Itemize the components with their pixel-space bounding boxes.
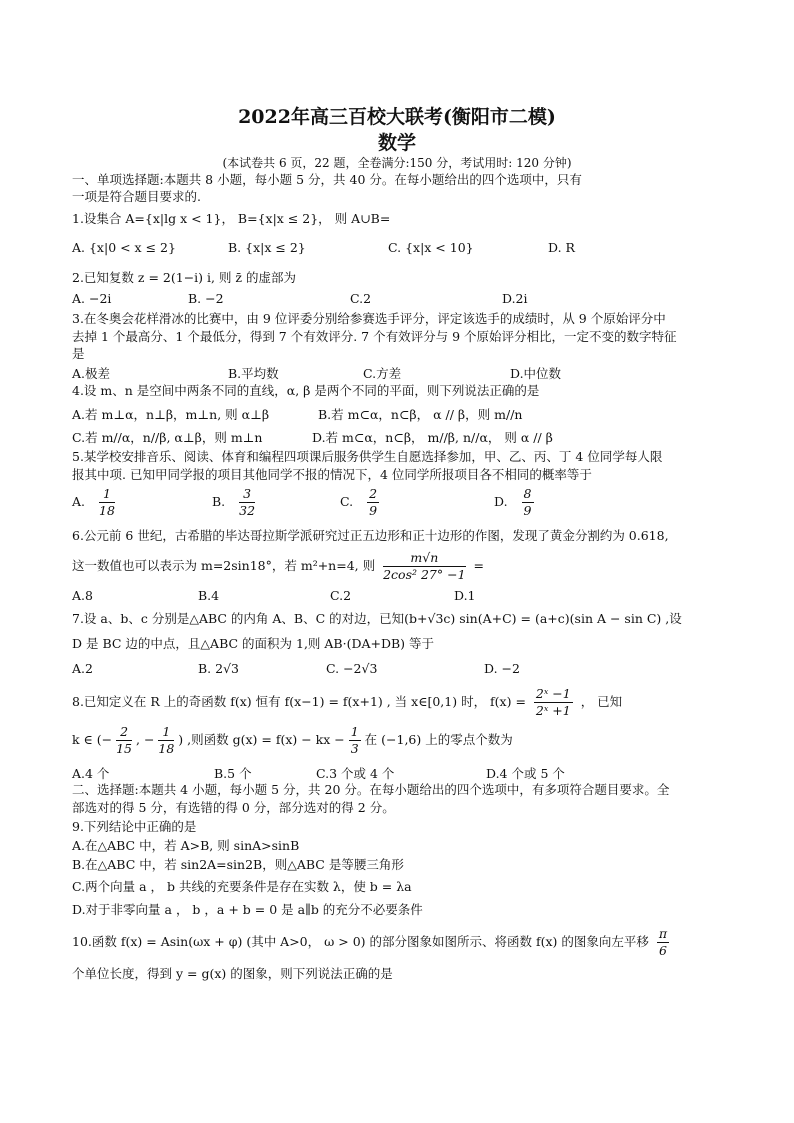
section2-intro-line2: 部选对的得 5 分，有选错的得 0 分，部分选对的得 2 分。: [72, 800, 395, 815]
q3-line1: 3.在冬奥会花样滑冰的比赛中，由 9 位评委分别给参赛选手评分，评定该选手的成绩时，从 9 个原始评分中: [72, 311, 666, 326]
q6-option-c: C.2: [330, 588, 352, 603]
q2-stem: 2.已知复数 z = 2(1−i) i, 则 z̄ 的虚部为: [72, 270, 296, 285]
q6-line2-text: 这一数值也可以表示为 m=2sin18°，若 m²+n=4, 则: [72, 558, 376, 573]
q8-f-denominator: 2ˣ +1: [535, 703, 571, 718]
q8-line1-text: 8.已知定义在 R 上的奇函数 f(x) 恒有 f(x−1) = f(x+1) , 当 x∈[0,1) 时， f(x) =: [72, 694, 526, 709]
q6-option-a: A.8: [72, 588, 93, 603]
q4-option-a: A.若 m⊥α，n⊥β，m⊥n, 则 α⊥β: [72, 407, 270, 422]
q8-k2-fraction: [158, 724, 174, 757]
q4-option-c: C.若 m//α，n//β, α⊥β，则 m⊥n: [72, 430, 263, 445]
q8-line1: [72, 686, 622, 719]
q8-g-denominator: 3: [350, 741, 359, 756]
q6-numerator: m√n: [383, 550, 465, 567]
q8-k-post: ) ,则函数 g(x) = f(x) − kx −: [178, 732, 345, 747]
q8-option-a: A.4 个: [72, 766, 110, 781]
q5-a-denominator: 18: [99, 503, 115, 518]
q2-option-a: A. −2i: [72, 291, 112, 306]
q3-option-b: B.平均数: [228, 366, 279, 381]
q5-option-c-fraction: [367, 486, 379, 519]
q5-option-d-fraction: [522, 486, 534, 519]
q10-pi-fraction: [657, 926, 669, 959]
q1-option-b: B. {x|x ≤ 2}: [228, 240, 306, 255]
q3-option-d: D.中位数: [510, 366, 562, 381]
q5-d-denominator: 9: [523, 503, 532, 518]
q5-line2: 报其中项. 已知甲同学报的项目其他同学不报的情况下，4 位同学所报项目各不相同的概率等于: [72, 467, 592, 482]
q4-option-b: B.若 m⊂α，n⊂β， α // β，则 m//n: [318, 407, 523, 422]
q9-option-c: C.两个向量 a ， b 共线的充要条件是存在实数 λ，使 b = λa: [72, 879, 412, 894]
section1-intro-line1: 一、单项选择题:本题共 8 小题，每小题 5 分，共 40 分。在每小题给出的四个选项中，只有: [72, 172, 582, 187]
q1-option-d: D. R: [548, 240, 575, 255]
q10-pi-denominator: 6: [659, 943, 667, 958]
q5-c-numerator: 2: [369, 486, 378, 501]
q7-line2: D 是 BC 边的中点，且△ABC 的面积为 1,则 AB·(DA+DB) 等于: [72, 636, 435, 651]
q8-k1-denominator: 15: [116, 741, 133, 756]
q6-fraction: [383, 550, 465, 583]
q6-denominator: 2cos² 27° −1: [383, 567, 466, 582]
q8-k2-numerator: 1: [158, 724, 174, 741]
q5-option-d-label: D.: [494, 494, 508, 509]
q10-line1-text: 10.函数 f(x) = Asin(ωx + φ) (其中 A>0， ω > 0) 的部分图象如图所示、将函数 f(x) 的图象向左平移: [72, 934, 649, 949]
q5-line1: 5.某学校安排音乐、阅读、体育和编程四项课后服务供学生自愿选择参加，甲、乙、丙、丁 4 位同学每人限: [72, 449, 663, 464]
q9-option-b: B.在△ABC 中，若 sin2A=sin2B，则△ABC 是等腰三角形: [72, 857, 404, 872]
q7-option-a: A.2: [72, 661, 93, 676]
q5-option-c: [340, 486, 379, 519]
exam-info: (本试卷共 6 页，22 题，全卷满分:150 分，考试用时: 120 分钟): [222, 156, 572, 170]
q5-c-denominator: 9: [369, 503, 378, 518]
q8-k1-numerator: 2: [116, 724, 132, 741]
q8-k1-fraction: [116, 724, 132, 757]
q6-option-d: D.1: [454, 588, 476, 603]
q9-stem: 9.下列结论中正确的是: [72, 819, 197, 834]
q4-option-d: D.若 m⊂α，n⊂β， m//β, n//α， 则 α // β: [312, 430, 553, 445]
q8-f-numerator: 2ˣ −1: [535, 686, 571, 701]
q8-option-d: D.4 个或 5 个: [486, 766, 565, 781]
section1-intro-line2: 一项是符合题目要求的.: [72, 189, 201, 204]
q1-option-c: C. {x|x < 10}: [388, 240, 474, 255]
q3-line2: 去掉 1 个最高分、1 个最低分，得到 7 个有效评分. 7 个有效评分与 9 个原始评分相比，一定不变的数字特征: [72, 329, 677, 344]
subject-title: 数学: [377, 132, 416, 154]
q9-option-d: D.对于非零向量 a ， b ，a + b = 0 是 a∥b 的充分不必要条件: [72, 902, 423, 917]
q8-option-c: C.3 个或 4 个: [316, 766, 395, 781]
q10-pi-numerator: π: [658, 926, 668, 941]
q10-line2: 个单位长度，得到 y = g(x) 的图象，则下列说法正确的是: [72, 966, 393, 981]
q5-b-numerator: 3: [239, 486, 255, 503]
q8-g-fraction: [349, 724, 361, 757]
q3-option-a: A.极差: [72, 366, 111, 381]
q5-option-a: [72, 486, 115, 519]
q3-option-c: C.方差: [363, 366, 402, 381]
q5-option-b-label: B.: [212, 494, 226, 509]
q7-line1: 7.设 a、b、c 分别是△ABC 的内角 A、B、C 的对边，已知(b+√3c) sin(A+C) = (a+c)(sin A − sin C) ,设: [72, 611, 682, 626]
q8-k-mid: , −: [136, 732, 155, 747]
q5-option-d: [494, 486, 534, 519]
q5-d-numerator: 8: [523, 486, 532, 501]
q1-option-a: A. {x|0 < x ≤ 2}: [72, 240, 176, 255]
q2-option-c: C.2: [350, 291, 372, 306]
q8-k-end: 在 (−1,6) 上的零点个数为: [364, 732, 513, 747]
q7-option-d: D. −2: [484, 661, 520, 676]
q6-option-b: B.4: [198, 588, 220, 603]
q6-line1: 6.公元前 6 世纪，古希腊的毕达哥拉斯学派研究过正五边形和正十边形的作图，发现了黄金分割约为 0.618,: [72, 528, 669, 543]
q2-option-b: B. −2: [188, 291, 224, 306]
q8-k-prefix: k ∈ (−: [72, 732, 113, 747]
q4-stem: 4.设 m、n 是空间中两条不同的直线，α, β 是两个不同的平面，则下列说法正确的是: [72, 383, 540, 398]
exam-title: 2022年高三百校大联考(衡阳市二模): [238, 106, 556, 128]
q2-option-d: D.2i: [502, 291, 528, 306]
q5-b-denominator: 32: [239, 503, 256, 518]
q3-line3: 是: [72, 346, 85, 361]
q8-line1-end: ， 已知: [580, 694, 623, 709]
q5-option-a-fraction: [99, 486, 115, 519]
q10-line1: [72, 926, 669, 959]
q8-k2-denominator: 18: [158, 741, 175, 756]
q8-line2: [72, 724, 513, 757]
section2-intro-line1: 二、选择题:本题共 4 小题，每小题 5 分，共 20 分。在每小题给出的四个选项中，有多项符合题目要求。全: [72, 782, 670, 797]
q8-g-numerator: 1: [350, 724, 359, 739]
q6-equals: =: [473, 558, 484, 573]
q5-option-b-fraction: [239, 486, 255, 519]
q7-option-c: C. −2√3: [326, 661, 378, 676]
q1-stem: 1.设集合 A={x|lg x < 1}， B={x|x ≤ 2}， 则 A∪B=: [72, 211, 391, 226]
q9-option-a: A.在△ABC 中，若 A>B, 则 sinA>sinB: [72, 838, 300, 853]
q8-option-b: B.5 个: [214, 766, 252, 781]
q5-option-a-label: A.: [72, 494, 86, 509]
q8-f-fraction: [534, 686, 573, 719]
q5-a-numerator: 1: [99, 486, 115, 503]
q5-option-c-label: C.: [340, 494, 354, 509]
q6-line2: [72, 550, 484, 583]
q5-option-b: [212, 486, 255, 519]
q7-option-b: B. 2√3: [198, 661, 240, 676]
